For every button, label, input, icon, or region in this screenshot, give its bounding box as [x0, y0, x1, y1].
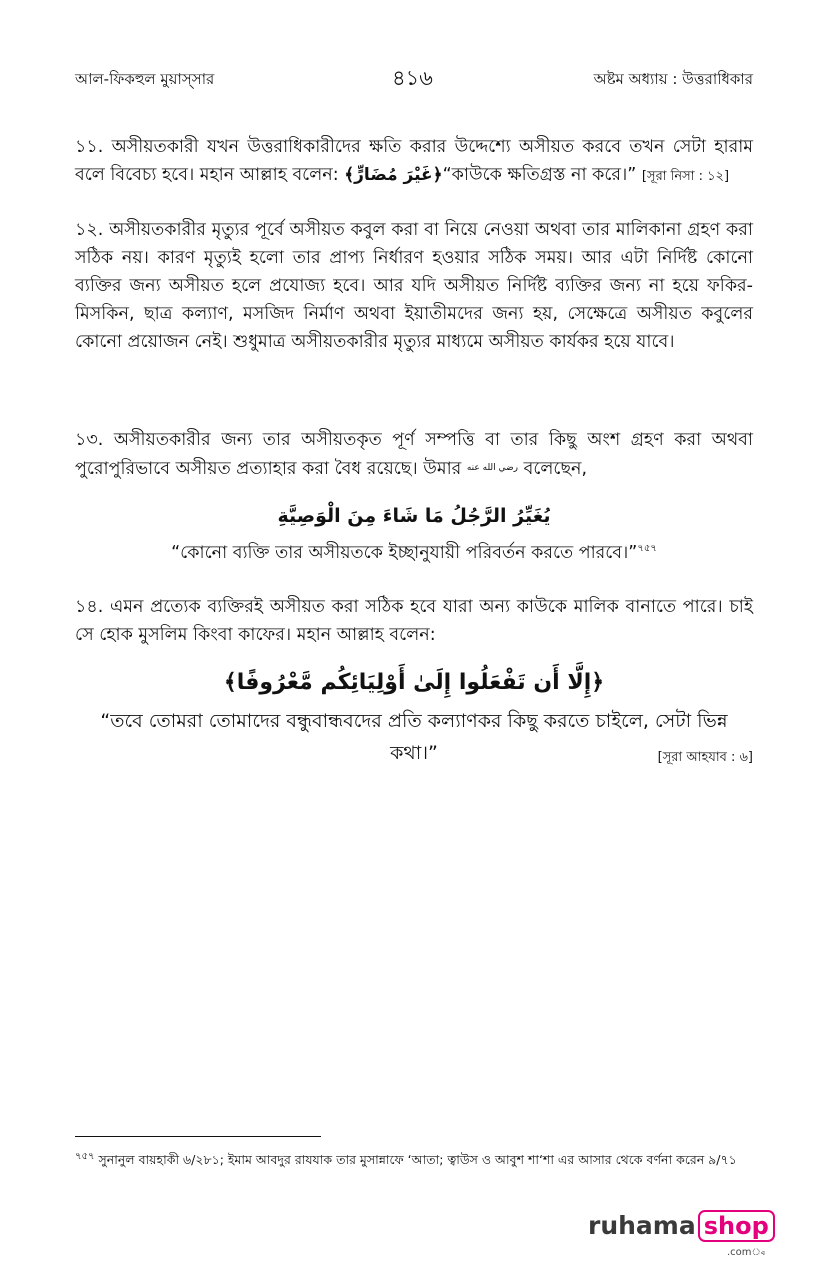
verse-translation-2: “তবে তোমরা তোমাদের বন্ধুবান্ধবদের প্রতি কল্যাণকর কিছু করতে চাইলে, সেটা ভিন্ন কথা।” — [100, 710, 728, 764]
paragraph-13-text: ১৩. অসীয়তকারীর জন্য তার অসীয়তকৃত পূর্ণ সম্পত্তি বা তার কিছু অংশ গ্রহণ করা অথবা পুরোপুরিভাবে অসীয়ত প্রত্যাহার করা বৈধ রয়েছে। উমার — [75, 430, 753, 479]
logo-domain: .com্ব — [727, 1247, 765, 1258]
arabic-verse: ﴿إِلَّا أَن تَفْعَلُوا إِلَىٰ أَوْلِيَائِكُم مَّعْرُوفًا﴾ — [223, 670, 605, 695]
verse-source: [সূরা নিসা : ১২] — [641, 169, 730, 184]
book-title: আল-ফিকহুল মুয়াস্সার — [75, 70, 215, 88]
footnote-text: সুনানুল বায়হাকী ৬/২৮১; ইমাম আবদুর রাযযাক তার মুসান্নাফে ‘আতা; ত্বাউস ও আবুশ শা‘শা এর আসার থেকে বর্ণনা করেন ৯/৭১ — [98, 1152, 737, 1168]
arabic-verse-inline: ﴿غَيْرَ مُضَارٍّ﴾ — [344, 165, 443, 185]
quote-translation — [75, 540, 753, 569]
verse-source-2: [সূরা আহযাব : ৬] — [657, 750, 753, 765]
logo-shop: shop — [698, 1210, 775, 1242]
footnote-divider — [75, 1136, 321, 1137]
ruhamashop-logo — [588, 1210, 775, 1242]
verse-translation: “কাউকে ক্ষতিগ্রস্ত না করে।” — [442, 165, 637, 185]
paragraph-11-text: ১১. অসীয়তকারী যখন উত্তরাধিকারীদের ক্ষতি করার উদ্দেশ্যে অসীয়ত করবে তখন সেটা হারাম বলে বিবেচ্য হবে। মহান আল্লাহ বলেন: — [75, 137, 753, 185]
chapter-title: অষ্টম অধ্যায় : উত্তরাধিকার — [593, 70, 753, 88]
paragraph-13 — [75, 426, 753, 483]
paragraph-14: ১৪. এমন প্রত্যেক ব্যক্তিরই অসীয়ত করা সঠিক হবে যারা অন্য কাউকে মালিক বানাতে পারে। চাই সে হোক মুসলিম কিংবা কাফের। মহান আল্লাহ বলেন: — [75, 597, 753, 645]
honorific-ligature: رضي الله عنه — [466, 463, 519, 473]
footnote-ref: ৭৫৭ — [637, 543, 657, 555]
quote-translation-text: “কোনো ব্যক্তি তার অসীয়তকে ইচ্ছানুযায়ী পরিবর্তন করতে পারবে।” — [171, 543, 638, 563]
footnote-number: ৭৫৭ — [75, 1151, 95, 1162]
footnote — [75, 1148, 765, 1169]
paragraph-13-text-after: বলেছেন, — [523, 459, 588, 479]
arabic-quote: يُغَيِّرُ الرَّجُلُ مَا شَاءَ مِنَ الْوَصِيَّةِ — [277, 505, 551, 527]
logo-ruhama: ruhama — [588, 1211, 696, 1240]
paragraph-11 — [75, 133, 753, 191]
page-number: ৪১৬ — [392, 66, 433, 90]
paragraph-12: ১২. অসীয়তকারীর মৃত্যুর পূর্বে অসীয়ত কবুল করা বা নিয়ে নেওয়া অথবা তার মালিকানা গ্রহণ করা সঠিক নয়। কারণ মৃত্যুই হলো তার প্রাপ্য নির্ধারণ হওয়ার সঠিক সময়। আর এটা নির্দিষ্ট কোনো ব্যক্তির জন্য অসীয়ত হলে প্রযোজ্য হবে। আর যদি অসীয়ত নির্দিষ্ট ব্যক্তির জন্য না হয়ে ফকির-মিসকিন, ছাত্র কল্যাণ, মসজিদ নির্মাণ অথবা ইয়াতীমদের জন্য হয়, সেক্ষেত্রে অসীয়ত কবুলের কোনো প্রয়োজন নেই। শুধুমাত্র অসীয়তকারীর মৃত্যুর মাধ্যমে অসীয়ত কার্যকর হয়ে যাবে। — [75, 220, 753, 352]
